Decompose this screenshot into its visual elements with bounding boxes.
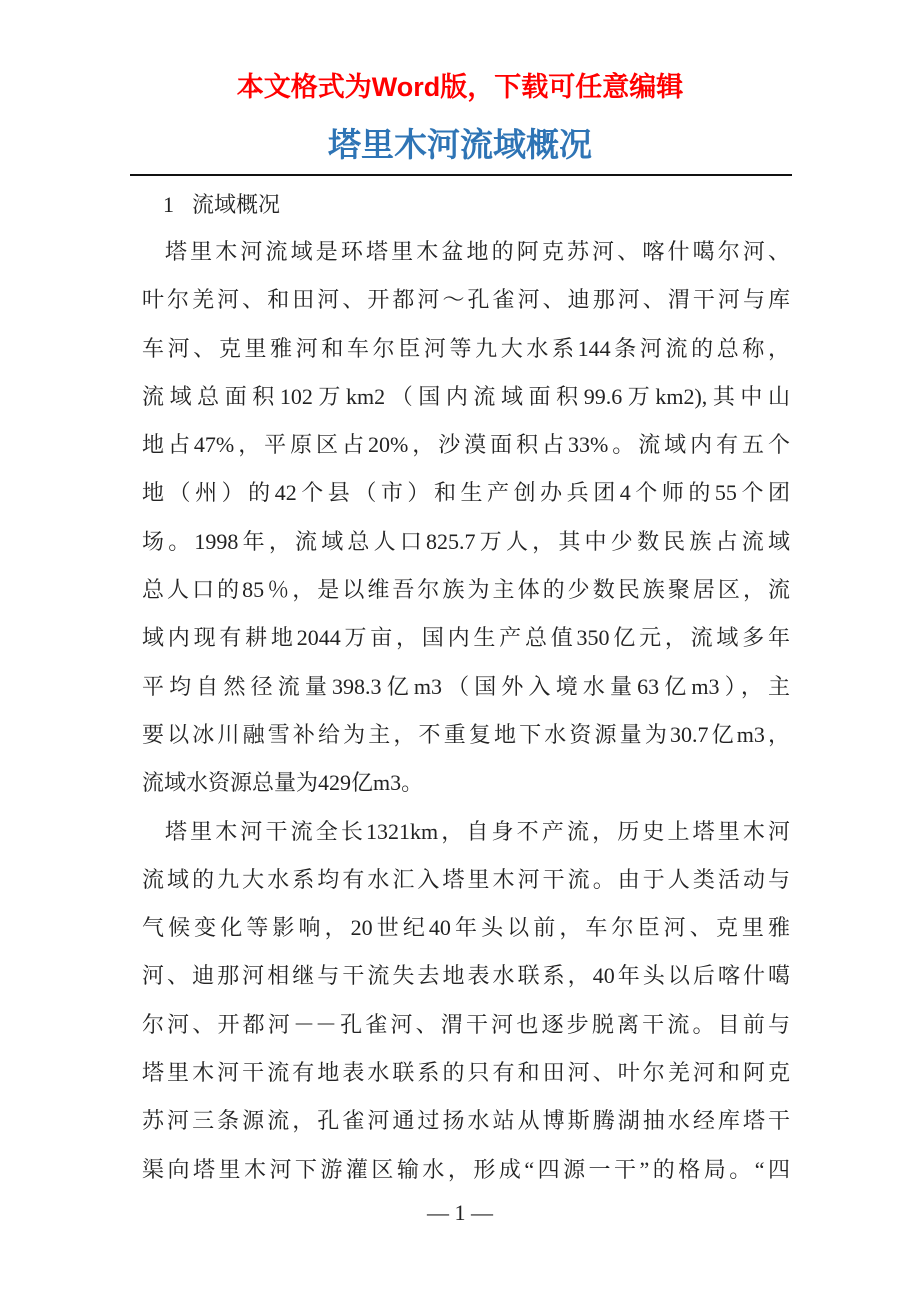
text-line: 流域总面积102万km2（国内流域面积99.6万km2),其中山 [142, 383, 790, 409]
text-line: 流域水资源总量为429亿m3。 [142, 770, 424, 796]
document-body [142, 228, 790, 1194]
text-line: 总人口的85％，是以维吾尔族为主体的少数民族聚居区，流 [142, 577, 790, 603]
paragraph-1 [142, 228, 790, 808]
text-line: 苏河三条源流，孔雀河通过扬水站从博斯腾湖抽水经库塔干 [142, 1108, 790, 1134]
text-line: 地（州）的42个县（市）和生产创办兵团4个师的55个团 [142, 480, 790, 506]
text-line: 地占47%，平原区占20%，沙漠面积占33%。流域内有五个 [142, 432, 790, 458]
text-line: 气候变化等影响，20世纪40年头以前，车尔臣河、克里雅 [142, 915, 790, 941]
text-line: 要以冰川融雪补给为主，不重复地下水资源量为30.7亿m3， [142, 721, 790, 747]
text-line: 平均自然径流量398.3亿m3（国外入境水量63亿m3），主 [142, 673, 790, 699]
section-number: 1 [163, 192, 174, 217]
page-number: — 1 — [427, 1200, 493, 1225]
download-notice-banner: 本文格式为Word版，下载可任意编辑 [236, 72, 684, 102]
text-line: 塔里木河干流有地表水联系的只有和田河、叶尔羌河和阿克 [142, 1060, 790, 1086]
title-divider [130, 174, 792, 176]
text-line: 流域的九大水系均有水汇入塔里木河干流。由于人类活动与 [142, 866, 790, 892]
section-heading [163, 190, 280, 220]
text-line: 塔里木河干流全长1321km，自身不产流，历史上塔里木河 [165, 818, 790, 844]
text-line: 尔河、开都河－－孔雀河、渭干河也逐步脱离干流。目前与 [142, 1011, 790, 1037]
text-line: 车河、克里雅河和车尔臣河等九大水系144条河流的总称， [142, 335, 790, 361]
text-line: 塔里木河流域是环塔里木盆地的阿克苏河、喀什噶尔河、 [165, 239, 790, 264]
text-line: 叶尔羌河、和田河、开都河～孔雀河、迪那河、渭干河与库 [142, 287, 790, 313]
paragraph-2 [142, 808, 790, 1194]
text-line: 场。1998年，流域总人口825.7万人，其中少数民族占流域 [142, 528, 790, 554]
text-line: 河、迪那河相继与干流失去地表水联系，40年头以后喀什噶 [142, 963, 790, 989]
section-label: 流域概况 [192, 192, 281, 217]
text-line: 渠向塔里木河下游灌区输水，形成“四源一干”的格局。“四 [142, 1156, 790, 1182]
document-title: 塔里木河流域概况 [328, 126, 592, 163]
text-line: 域内现有耕地2044万亩，国内生产总值350亿元，流域多年 [142, 625, 790, 651]
